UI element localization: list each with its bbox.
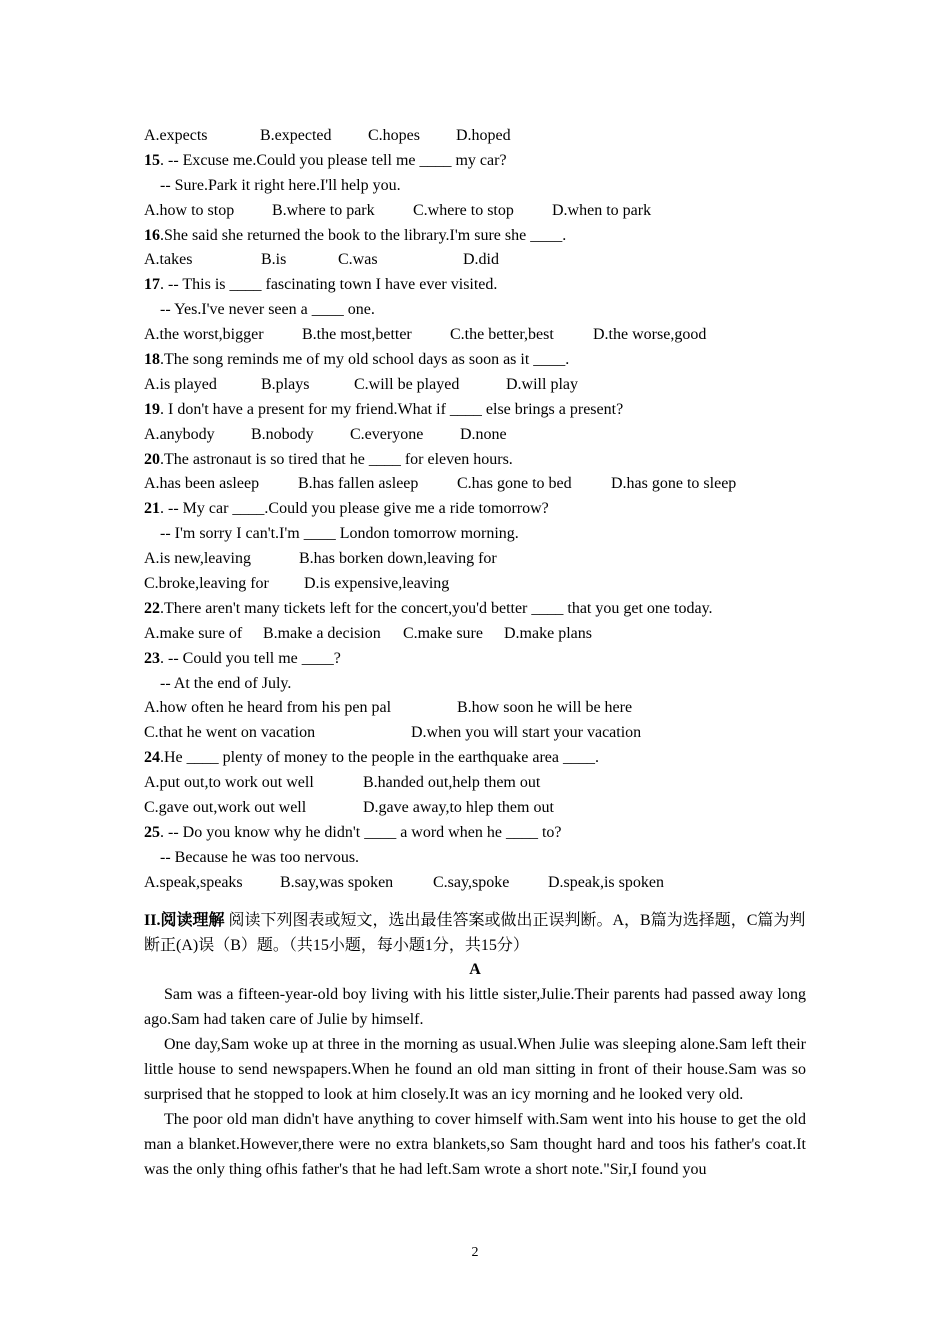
q21-number: 21 <box>144 500 160 518</box>
q17-option-b: B.the most,better <box>302 326 412 344</box>
q16-options <box>144 248 806 273</box>
q16-option-d: D.did <box>463 251 499 269</box>
q24-option-c: C.gave out,work out well <box>144 799 307 817</box>
q20-option-b: B.has fallen asleep <box>298 475 419 493</box>
q18-options <box>144 373 806 398</box>
q22-question <box>144 597 806 622</box>
q22-option-b: B.make a decision <box>263 624 381 642</box>
q17-option-a: A.the worst,bigger <box>144 326 264 344</box>
q21-option-b: B.has borken down,leaving for <box>299 550 497 568</box>
q15-option-a: A.how to stop <box>144 201 235 219</box>
q16-option-c: C.was <box>338 251 378 269</box>
q25-options <box>144 871 806 896</box>
q24-text: .He ____ plenty of money to the people in the earthquake area ____. <box>160 749 599 767</box>
q24-option-d: D.gave away,to hlep them out <box>363 799 554 817</box>
passage-a-label: A <box>469 961 481 979</box>
q19-text: . I don't have a present for my friend.What if ____ else brings a present? <box>160 400 624 418</box>
q19-number: 19 <box>144 400 160 418</box>
q22-option-c: C.make sure <box>403 624 483 642</box>
q20-text: .The astronaut is so tired that he ____ for eleven hours. <box>160 450 513 468</box>
q21-options-row2 <box>144 572 806 597</box>
q20-options <box>144 472 806 497</box>
q17-number: 17 <box>144 276 160 294</box>
q16-text: .She said she returned the book to the library.I'm sure she ____. <box>160 226 567 244</box>
q25-reply: -- Because he was too nervous. <box>160 848 360 866</box>
q16-option-b: B.is <box>261 251 287 269</box>
q15-option-d: D.when to park <box>552 201 652 219</box>
q20-option-c: C.has gone to bed <box>457 475 572 493</box>
q23-option-c: C.that he went on vacation <box>144 724 316 742</box>
q22-option-a: A.make sure of <box>144 624 243 642</box>
q17-option-d: D.the worse,good <box>593 326 707 344</box>
q24-option-a: A.put out,to work out well <box>144 774 314 792</box>
q19-option-b: B.nobody <box>251 425 314 443</box>
q15-question <box>144 149 806 174</box>
q16-question <box>144 224 806 249</box>
q15-option-c: C.where to stop <box>413 201 514 219</box>
document-page <box>144 124 806 1183</box>
q25-question <box>144 821 806 846</box>
q21-option-c: C.broke,leaving for <box>144 575 269 593</box>
q17-text: . -- This is ____ fascinating town I have ever visited. <box>160 276 498 294</box>
q23-text: . -- Could you tell me ____? <box>160 649 341 667</box>
q19-option-d: D.none <box>460 425 507 443</box>
q16-option-a: A.takes <box>144 251 193 269</box>
passage-a-paragraph-3: The poor old man didn't have anything to cover himself with.Sam went into his house to get the old man a blanket.However,there were no extra blankets,so Sam thought hard and toos his father's coat.It was the only thing ofhis father's that he had left.Sam wrote a short note."Sir,I found you <box>144 1110 806 1178</box>
q23-reply: -- At the end of July. <box>160 674 292 692</box>
q24-options-row1 <box>144 771 806 796</box>
q21-options-row1 <box>144 547 806 572</box>
q14-option-d: D.hoped <box>456 127 511 144</box>
q21-reply: -- I'm sorry I can't.I'm ____ London tomorrow morning. <box>160 525 519 543</box>
q20-question <box>144 448 806 473</box>
q25-option-a: A.speak,speaks <box>144 873 243 891</box>
q15-options <box>144 199 806 224</box>
q18-option-b: B.plays <box>261 375 310 393</box>
q24-options-row2 <box>144 796 806 821</box>
q15-option-b: B.where to park <box>272 201 375 219</box>
q19-option-c: C.everyone <box>350 425 424 443</box>
q22-number: 22 <box>144 599 160 617</box>
q24-number: 24 <box>144 749 160 767</box>
page-number: 2 <box>471 1245 479 1260</box>
q21-text: . -- My car ____.Could you please give me a ride tomorrow? <box>160 500 549 518</box>
q14-option-c: C.hopes <box>368 127 420 144</box>
q19-question <box>144 398 806 423</box>
q22-text: .There aren't many tickets left for the concert,you'd better ____ that you get one today. <box>160 599 713 617</box>
q20-option-d: D.has gone to sleep <box>611 475 737 493</box>
q23-options-row1 <box>144 696 806 721</box>
q14-option-b: B.expected <box>260 127 332 144</box>
q16-number: 16 <box>144 226 160 244</box>
q25-option-d: D.speak,is spoken <box>548 873 664 891</box>
q21-question <box>144 497 806 522</box>
q19-option-a: A.anybody <box>144 425 215 443</box>
q24-question <box>144 746 806 771</box>
q18-option-d: D.will play <box>506 375 578 393</box>
q18-option-a: A.is played <box>144 375 217 393</box>
q23-number: 23 <box>144 649 160 667</box>
q21-option-a: A.is new,leaving <box>144 550 251 568</box>
q22-option-d: D.make plans <box>504 624 592 642</box>
q17-options <box>144 323 806 348</box>
q25-text: . -- Do you know why he didn't ____ a word when he ____ to? <box>160 823 562 841</box>
q17-option-c: C.the better,best <box>450 326 554 344</box>
passage-a-paragraph-2: One day,Sam woke up at three in the morning as usual.When Julie was sleeping alone.Sam left their little house to send newspapers.When he found an old man sitting in front of their house.Sam was so surprised that he stopped to look at him closely.It was an icy morning and he looked very old. <box>144 1036 806 1103</box>
q20-option-a: A.has been asleep <box>144 475 260 493</box>
q21-option-d: D.is expensive,leaving <box>304 575 450 593</box>
section-2-text: 阅读下列图表或短文，选出最佳答案或做出正误判断。A，B篇为选择题，C篇为判断正(A)误（B）题。（共15小题，每小题1分，共15分） <box>144 911 806 954</box>
q23-option-d: D.when you will start your vacation <box>411 724 642 742</box>
q23-option-a: A.how often he heard from his pen pal <box>144 699 392 717</box>
q25-number: 25 <box>144 823 160 841</box>
q20-number: 20 <box>144 450 160 468</box>
q18-question <box>144 348 806 373</box>
section-2-heading: II.阅读理解 <box>144 911 225 929</box>
q23-option-b: B.how soon he will be here <box>457 699 633 717</box>
q15-text: . -- Excuse me.Could you please tell me ____ my car? <box>160 151 507 169</box>
q18-number: 18 <box>144 351 160 369</box>
q23-question <box>144 647 806 672</box>
q14-option-a: A.expects <box>144 127 208 144</box>
q15-reply: -- Sure.Park it right here.I'll help you. <box>160 176 401 194</box>
q25-option-b: B.say,was spoken <box>280 873 394 891</box>
passage-a-paragraph-1: Sam was a fifteen-year-old boy living with his little sister,Julie.Their parents had passed away long ago.Sam had taken care of Julie by himself. <box>144 986 806 1029</box>
q14-options <box>144 124 806 149</box>
q23-options-row2 <box>144 721 806 746</box>
q25-option-c: C.say,spoke <box>433 873 510 891</box>
q18-option-c: C.will be played <box>354 375 460 393</box>
q15-number: 15 <box>144 151 160 169</box>
q19-options <box>144 423 806 448</box>
q18-text: .The song reminds me of my old school days as soon as it ____. <box>160 351 570 369</box>
q22-options <box>144 622 806 647</box>
q17-reply: -- Yes.I've never seen a ____ one. <box>160 301 375 319</box>
q24-option-b: B.handed out,help them out <box>363 774 541 792</box>
q17-question <box>144 273 806 298</box>
section-2-instructions <box>144 909 806 959</box>
